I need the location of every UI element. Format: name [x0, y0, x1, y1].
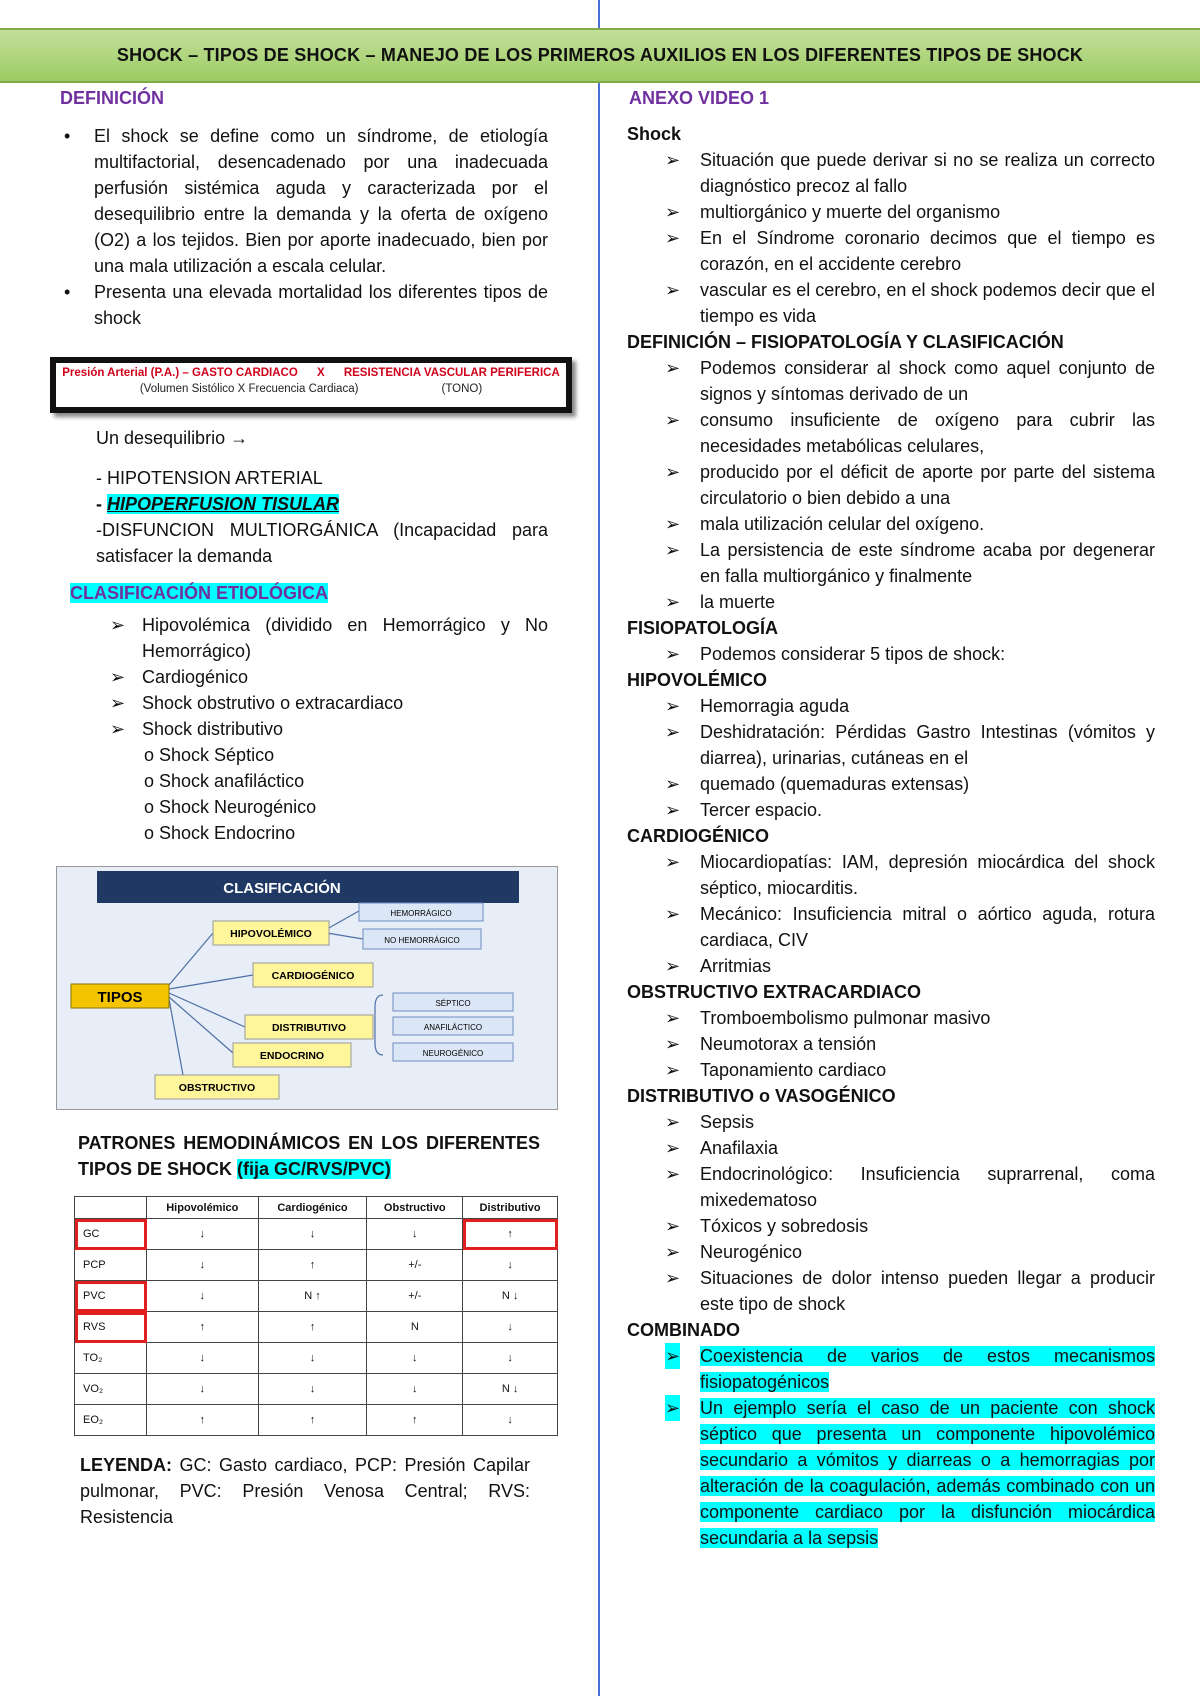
list-item [627, 1135, 1155, 1161]
arrow-bullet-icon: ➢ [665, 540, 681, 560]
hipoperfusion-text: HIPOPERFUSION TISULAR [107, 494, 340, 514]
table-cell: ↓ [367, 1343, 463, 1374]
diagram-svg [57, 867, 559, 1111]
clasif-list [58, 612, 548, 846]
list-item-text: La persistencia de este síndrome acaba por degenerar en falla multiorgánico y finalmente [700, 540, 1155, 586]
list-item-text: Tromboembolismo pulmonar masivo [700, 1008, 991, 1028]
table-cell: ↓ [463, 1343, 558, 1374]
table-cell: ↓ [147, 1343, 259, 1374]
list-item: ➢ Shock distributivo [58, 716, 548, 742]
list-item [627, 1057, 1155, 1083]
patrones-heading [78, 1130, 540, 1182]
arrow-bullet-icon: ➢ [665, 358, 681, 378]
list-item-text: Neurogénico [700, 1242, 803, 1262]
list-item [627, 641, 1155, 667]
right-column [627, 88, 1155, 1551]
table-cell: ↓ [258, 1343, 367, 1374]
table-cell: EO₂ [75, 1405, 147, 1436]
septico-label: SÉPTICO [435, 999, 471, 1008]
table-cell: ↑ [258, 1405, 367, 1436]
section-heading: COMBINADO [627, 1320, 740, 1340]
table-cell: ↓ [463, 1250, 558, 1281]
list-item [627, 459, 1155, 511]
list-item [627, 693, 1155, 719]
table-cell: VO₂ [75, 1374, 147, 1405]
list-item [627, 1239, 1155, 1265]
page-title: SHOCK – TIPOS DE SHOCK – MANEJO DE LOS PRIMEROS AUXILIOS EN LOS DIFERENTES TIPOS DE SHOCK [116, 45, 1084, 65]
patrones-highlight: (fija GC/RVS/PVC) [237, 1159, 391, 1179]
arrow-bullet-icon: ➢ [665, 1343, 680, 1369]
list-item [627, 355, 1155, 407]
list-item [627, 1109, 1155, 1135]
table-cell: PVC [75, 1281, 147, 1312]
anexo-heading: ANEXO VIDEO 1 [629, 88, 770, 108]
arrow-bullet-icon: ➢ [665, 1060, 681, 1080]
arrow-bullet-icon: ➢ [665, 1216, 681, 1236]
list-item-text: Sepsis [700, 1112, 755, 1132]
classification-diagram [56, 866, 558, 1110]
hemodynamic-table [74, 1196, 558, 1436]
table-cell: N [367, 1312, 463, 1343]
list-item [627, 511, 1155, 537]
arrow-bullet-icon: ➢ [665, 956, 681, 976]
list-item [627, 199, 1155, 225]
arrow-bullet-icon: ➢ [665, 228, 681, 248]
desequilibrio-text: Un desequilibrio → [96, 428, 249, 448]
list-item-text: Tercer espacio. [700, 800, 823, 820]
section-heading: HIPOVOLÉMICO [627, 670, 768, 690]
table-row [75, 1250, 558, 1281]
list-item [627, 277, 1155, 329]
section-heading: Shock [627, 124, 682, 144]
sub-item: o Shock anafiláctico [144, 771, 305, 791]
disfuncion-text: -DISFUNCION MULTIORGÁNICA (Incapacidad para satisfacer la demanda [96, 520, 548, 566]
list-item: ➢ Cardiogénico [58, 664, 548, 690]
definicion-heading: DEFINICIÓN [60, 88, 165, 108]
definicion-list [58, 123, 548, 331]
list-item-text: Neumotorax a tensión [700, 1034, 877, 1054]
list-item-text: la muerte [700, 592, 776, 612]
list-item-text: Arritmias [700, 956, 771, 976]
list-item [627, 771, 1155, 797]
list-item-text: Tóxicos y sobredosis [700, 1216, 869, 1236]
list-item [627, 849, 1155, 901]
list-item: ➢ Shock obstrutivo o extracardiaco [58, 690, 548, 716]
list-item: • Presenta una elevada mortalidad los diferentes tipos de shock [58, 279, 548, 331]
distributivo-label: DISTRIBUTIVO [271, 1022, 347, 1034]
table-header: Cardiogénico [258, 1197, 367, 1219]
clasif-heading: CLASIFICACIÓN ETIOLÓGICA [70, 583, 328, 603]
list-item-text: Un ejemplo sería el caso de un paciente con shock séptico que presenta un componente hipovolémico secundario a vómitos y diarreas o a hemorragias por alteración de la coagulación, además combinado con un componente cardiaco por la disfunción miocárdica secundaria a la sepsis [700, 1398, 1155, 1548]
arrow-bullet-icon: ➢ [665, 852, 681, 872]
list-item-text: Podemos considerar al shock como aquel conjunto de signos y síntomas derivado de un [700, 358, 1155, 404]
table-header: Hipovolémico [147, 1197, 259, 1219]
table-row [75, 1374, 558, 1405]
arrow-bullet-icon: ➢ [665, 800, 681, 820]
arrow-bullet-icon: ➢ [110, 615, 126, 635]
formula-line-2: (Volumen Sistólico X Frecuencia Cardiaca) (TONO) [139, 383, 483, 395]
obstructivo-label: OBSTRUCTIVO [178, 1082, 256, 1094]
list-item [627, 1031, 1155, 1057]
list-item-text: Hemorragia aguda [700, 696, 850, 716]
list-item [627, 1343, 1155, 1395]
table-header: Distributivo [463, 1197, 558, 1219]
left-column [58, 88, 560, 1530]
table-cell: ↓ [367, 1219, 463, 1250]
arrow-bullet-icon: ➢ [665, 592, 681, 612]
table-cell: RVS [75, 1312, 147, 1343]
formula-box [50, 357, 572, 413]
diagram-title: CLASIFICACIÓN [223, 880, 341, 897]
hipoperfusion-prefix: - [96, 494, 107, 514]
clasif-heading-wrap [70, 583, 548, 604]
arrow-bullet-icon: ➢ [665, 280, 681, 300]
list-item-text: quemado (quemaduras extensas) [700, 774, 970, 794]
table-row [75, 1343, 558, 1374]
table-cell: ↓ [463, 1405, 558, 1436]
list-item: • El shock se define como un síndrome, de etiología multifactorial, desencadenado por una inadecuada perfusión sistémica aguda y caracterizada por el desequilibrio entre la demanda y la oferta de oxígeno (O2) a los tejidos. Bien por aporte inadecuado, bien por una mala utilización a escala celular. [58, 123, 548, 279]
table-header [75, 1197, 147, 1219]
list-item [627, 1005, 1155, 1031]
list-item [627, 1161, 1155, 1213]
table-cell: PCP [75, 1250, 147, 1281]
list-item-text: Mecánico: Insuficiencia mitral o aórtico aguda, rotura cardiaca, CIV [700, 904, 1155, 950]
table-cell: ↓ [463, 1312, 558, 1343]
list-item: ➢ Hipovolémica (dividido en Hemorrágico y No Hemorrágico) [58, 612, 548, 664]
anafilactico-label: ANAFILÁCTICO [423, 1023, 483, 1032]
endocrino-label: ENDOCRINO [259, 1050, 325, 1062]
legend [80, 1452, 530, 1530]
arrow-bullet-icon: ➢ [665, 722, 681, 742]
list-item [627, 953, 1155, 979]
list-item-text: Situación que puede derivar si no se realiza un correcto diagnóstico precoz al fallo [700, 150, 1155, 196]
list-item-text: producido por el déficit de aporte por parte del sistema circulatorio o bien debido a una [700, 462, 1155, 508]
table-cell: ↓ [258, 1374, 367, 1405]
section-heading: FISIOPATOLOGÍA [627, 618, 779, 638]
list-item [627, 719, 1155, 771]
table-cell: N ↓ [463, 1374, 558, 1405]
table-cell: ↑ [463, 1219, 558, 1250]
list-item [627, 147, 1155, 199]
arrow-bullet-icon: ➢ [665, 644, 681, 664]
legend-label: LEYENDA: [80, 1455, 173, 1475]
list-item [627, 901, 1155, 953]
list-item-text: En el Síndrome coronario decimos que el tiempo es corazón, en el accidente cerebro [700, 228, 1155, 274]
list-item [627, 407, 1155, 459]
tipos-label: TIPOS [97, 989, 143, 1006]
column-divider [598, 0, 600, 1696]
arrow-bullet-icon: ➢ [110, 719, 126, 739]
legend-text: GC: Gasto cardiaco, PCP: Presión Capilar pulmonar, PVC: Presión Venosa Central; RVS: Resistencia [80, 1455, 530, 1527]
list-item-text: Podemos considerar 5 tipos de shock: [700, 644, 1006, 664]
list-item [627, 1395, 1155, 1551]
arrow-bullet-icon: ➢ [665, 1112, 681, 1132]
arrow-bullet-icon: ➢ [665, 1242, 681, 1262]
table-row [75, 1312, 558, 1343]
table-cell: ↑ [258, 1250, 367, 1281]
hemorragico-label: HEMORRÁGICO [390, 909, 452, 918]
arrow-bullet-icon: ➢ [665, 696, 681, 716]
hipovolemico-label: HIPOVOLÉMICO [230, 928, 312, 940]
table-cell: ↓ [147, 1250, 259, 1281]
table-cell: ↓ [258, 1219, 367, 1250]
table-cell: ↓ [147, 1281, 259, 1312]
table-cell: +/- [367, 1281, 463, 1312]
list-item-text: Anafilaxia [700, 1138, 779, 1158]
page-title-bar [0, 28, 1200, 83]
table-row [75, 1219, 558, 1250]
list-item [627, 537, 1155, 589]
sub-item: o Shock Neurogénico [144, 797, 317, 817]
arrow-bullet-icon: ➢ [665, 462, 681, 482]
sub-item: o Shock Séptico [144, 745, 275, 765]
arrow-bullet-icon: ➢ [665, 1008, 681, 1028]
table-cell: ↑ [258, 1312, 367, 1343]
hipoperfusion-line [96, 491, 548, 517]
cardiogenico-label: CARDIOGÉNICO [271, 970, 355, 982]
arrow-bullet-icon: ➢ [665, 774, 681, 794]
table-cell: ↑ [147, 1312, 259, 1343]
section-heading: DISTRIBUTIVO o VASOGÉNICO [627, 1086, 896, 1106]
arrow-bullet-icon: ➢ [665, 1395, 680, 1421]
list-item-text: consumo insuficiente de oxígeno para cubrir las necesidades metabólicas celulares, [700, 410, 1155, 456]
list-item [627, 589, 1155, 615]
list-item-text: Taponamiento cardiaco [700, 1060, 887, 1080]
table-header-row [75, 1197, 558, 1219]
section-heading: CARDIOGÉNICO [627, 826, 770, 846]
table-cell: ↑ [367, 1405, 463, 1436]
formula-line-1: Presión Arterial (P.A.) – GASTO CARDIACO X RESISTENCIA VASCULAR PERIFERICA [62, 367, 560, 379]
patrones-title: PATRONES HEMODINÁMICOS EN LOS DIFERENTES TIPOS DE SHOCK [78, 1133, 540, 1179]
right-blocks [627, 121, 1155, 1551]
section-heading: OBSTRUCTIVO EXTRACARDIACO [627, 982, 922, 1002]
list-item-text: mala utilización celular del oxígeno. [700, 514, 985, 534]
list-item-text: vascular es el cerebro, en el shock podemos decir que el tiempo es vida [700, 280, 1155, 326]
list-item-text: Coexistencia de varios de estos mecanismos fisiopatogénicos [700, 1346, 1155, 1392]
arrow-bullet-icon: ➢ [665, 904, 681, 924]
list-item [627, 225, 1155, 277]
table-cell: ↑ [147, 1405, 259, 1436]
arrow-bullet-icon: ➢ [665, 410, 681, 430]
hipotension-text: - HIPOTENSION ARTERIAL [96, 468, 323, 488]
list-item [627, 1213, 1155, 1239]
table-header: Obstructivo [367, 1197, 463, 1219]
table-cell: ↓ [367, 1374, 463, 1405]
no-hemorragico-label: NO HEMORRÁGICO [384, 936, 460, 945]
list-item-text: multiorgánico y muerte del organismo [700, 202, 1001, 222]
list-item [627, 797, 1155, 823]
arrow-bullet-icon: ➢ [665, 202, 681, 222]
table-cell: TO₂ [75, 1343, 147, 1374]
arrow-bullet-icon: ➢ [665, 514, 681, 534]
list-item-text: Miocardiopatías: IAM, depresión miocárdica del shock séptico, miocarditis. [700, 852, 1155, 898]
arrow-bullet-icon: ➢ [665, 150, 681, 170]
arrow-bullet-icon: ➢ [665, 1268, 681, 1288]
list-item-text: Situaciones de dolor intenso pueden llegar a producir este tipo de shock [700, 1268, 1155, 1314]
sub-item: o Shock Endocrino [144, 823, 296, 843]
neurogenico-label: NEUROGÉNICO [422, 1049, 484, 1058]
table-cell: ↓ [147, 1374, 259, 1405]
arrow-bullet-icon: ➢ [665, 1034, 681, 1054]
table-row [75, 1281, 558, 1312]
table-cell: GC [75, 1219, 147, 1250]
list-item-text: Deshidratación: Pérdidas Gastro Intestinas (vómitos y diarrea), urinarias, cutáneas en el [700, 722, 1155, 768]
table-row [75, 1405, 558, 1436]
arrow-bullet-icon: ➢ [665, 1138, 681, 1158]
list-item-text: Endocrinológico: Insuficiencia suprarrenal, coma mixedematoso [700, 1164, 1155, 1210]
arrow-bullet-icon: ➢ [110, 693, 126, 713]
table-cell: N ↓ [463, 1281, 558, 1312]
section-heading: DEFINICIÓN – FISIOPATOLOGÍA Y CLASIFICACIÓN [627, 332, 1064, 352]
table-cell: ↓ [147, 1219, 259, 1250]
arrow-bullet-icon: ➢ [110, 667, 126, 687]
table-cell: +/- [367, 1250, 463, 1281]
arrow-bullet-icon: ➢ [665, 1164, 681, 1184]
list-item [627, 1265, 1155, 1317]
table-cell: N ↑ [258, 1281, 367, 1312]
